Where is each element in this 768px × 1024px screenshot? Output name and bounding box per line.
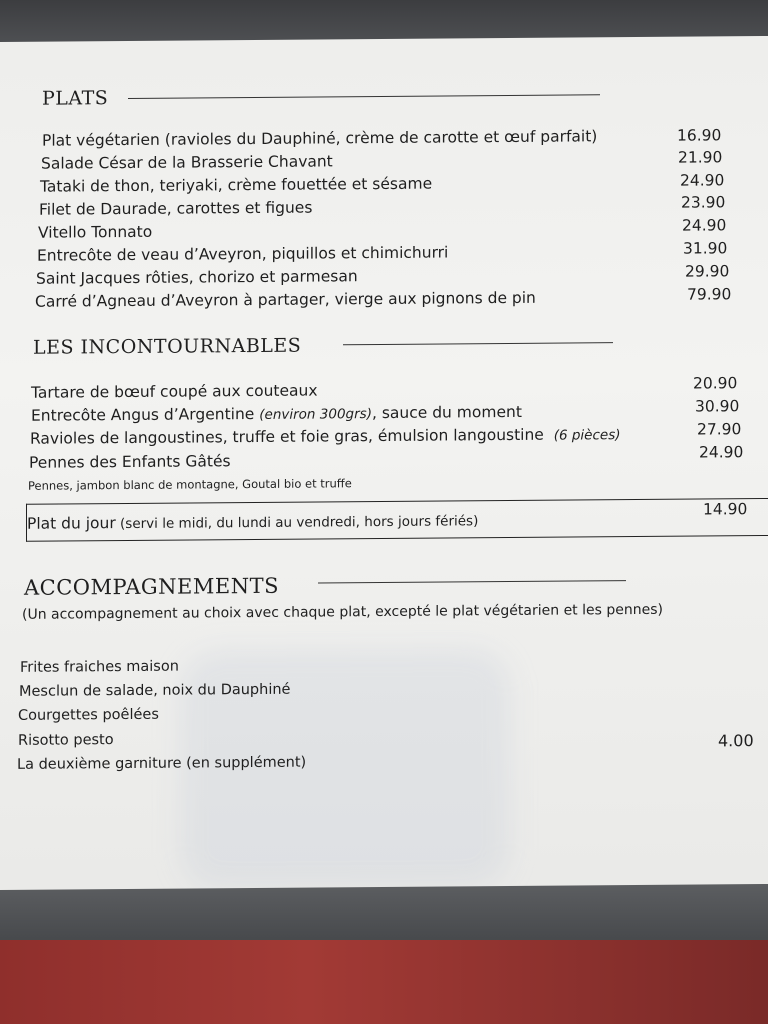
- divider: [128, 94, 600, 99]
- accompagnement-extra-price: 4.00: [718, 731, 754, 751]
- accompagnement-item: Courgettes poêlées: [18, 706, 159, 724]
- plat-du-jour: [27, 510, 478, 535]
- incontournable-price: 27.90: [697, 420, 742, 439]
- menu-page: [0, 36, 768, 890]
- plat-price: 16.90: [677, 126, 722, 145]
- incontournable-item: Pennes des Enfants Gâtés: [29, 452, 231, 472]
- accompagnement-item: Risotto pesto: [18, 732, 114, 749]
- plat-du-jour-price: 14.90: [703, 500, 748, 519]
- table-surface: [0, 884, 768, 944]
- plat-price: 79.90: [687, 285, 732, 304]
- incontournable-price: 24.90: [699, 443, 744, 462]
- section-title-plats: PLATS: [42, 87, 109, 110]
- item-note: (environ 300grs): [259, 406, 372, 423]
- accompagnement-item: Frites fraiches maison: [20, 658, 179, 676]
- plat-price: 21.90: [678, 148, 723, 167]
- item-description: Pennes, jambon blanc de montagne, Goutal bio et truffe: [28, 476, 352, 493]
- accompagnement-item: La deuxième garniture (en supplément): [17, 754, 307, 773]
- plat-price: 29.90: [685, 262, 730, 281]
- plat-item: Carré d’Agneau d’Aveyron à partager, vierge aux pignons de pin: [35, 288, 536, 311]
- plat-item: Filet de Daurade, carottes et figues: [39, 198, 313, 219]
- red-tablecloth: [0, 940, 768, 1024]
- plat-price: 31.90: [683, 239, 728, 258]
- accompagnement-item: Mesclun de salade, noix du Dauphiné: [19, 681, 291, 700]
- divider: [343, 342, 613, 345]
- item-note: (6 pièces): [553, 427, 621, 444]
- section-title-accompagnements: ACCOMPAGNEMENTS: [24, 573, 279, 600]
- item-name: Entrecôte Angus d’Argentine: [31, 404, 260, 425]
- plat-item: Vitello Tonnato: [38, 222, 153, 242]
- plat-item: Entrecôte de veau d’Aveyron, piquillos et chimichurri: [37, 243, 449, 265]
- item-name-suffix: , sauce du moment: [371, 402, 522, 423]
- plat-item: Plat végétarien (ravioles du Dauphiné, crème de carotte et œuf parfait): [42, 127, 598, 150]
- accompagnements-subtitle: (Un accompagnement au choix avec chaque plat, excepté le plat végétarien et les pennes): [22, 601, 663, 623]
- plat-price: 24.90: [682, 216, 727, 235]
- plat-du-jour-label: Plat du jour: [27, 514, 116, 533]
- divider: [318, 580, 626, 583]
- plat-price: 24.90: [680, 171, 725, 190]
- plat-item: Saint Jacques rôties, chorizo et parmesan: [36, 267, 358, 288]
- incontournable-price: 20.90: [693, 374, 738, 393]
- plat-item: Tataki de thon, teriyaki, crème fouettée et sésame: [40, 174, 433, 196]
- plat-price: 23.90: [681, 193, 726, 212]
- section-title-incontournables: LES INCONTOURNABLES: [33, 334, 302, 359]
- incontournable-price: 30.90: [695, 397, 740, 416]
- incontournable-item: [31, 402, 522, 427]
- plat-item: Salade César de la Brasserie Chavant: [41, 152, 333, 173]
- plat-du-jour-detail: (servi le midi, du lundi au vendredi, hors jours fériés): [115, 513, 479, 533]
- incontournable-item: Tartare de bœuf coupé aux couteaux: [31, 381, 318, 402]
- item-name: Ravioles de langoustines, truffe et foie gras, émulsion langoustine: [30, 425, 544, 448]
- incontournable-item: [30, 424, 621, 450]
